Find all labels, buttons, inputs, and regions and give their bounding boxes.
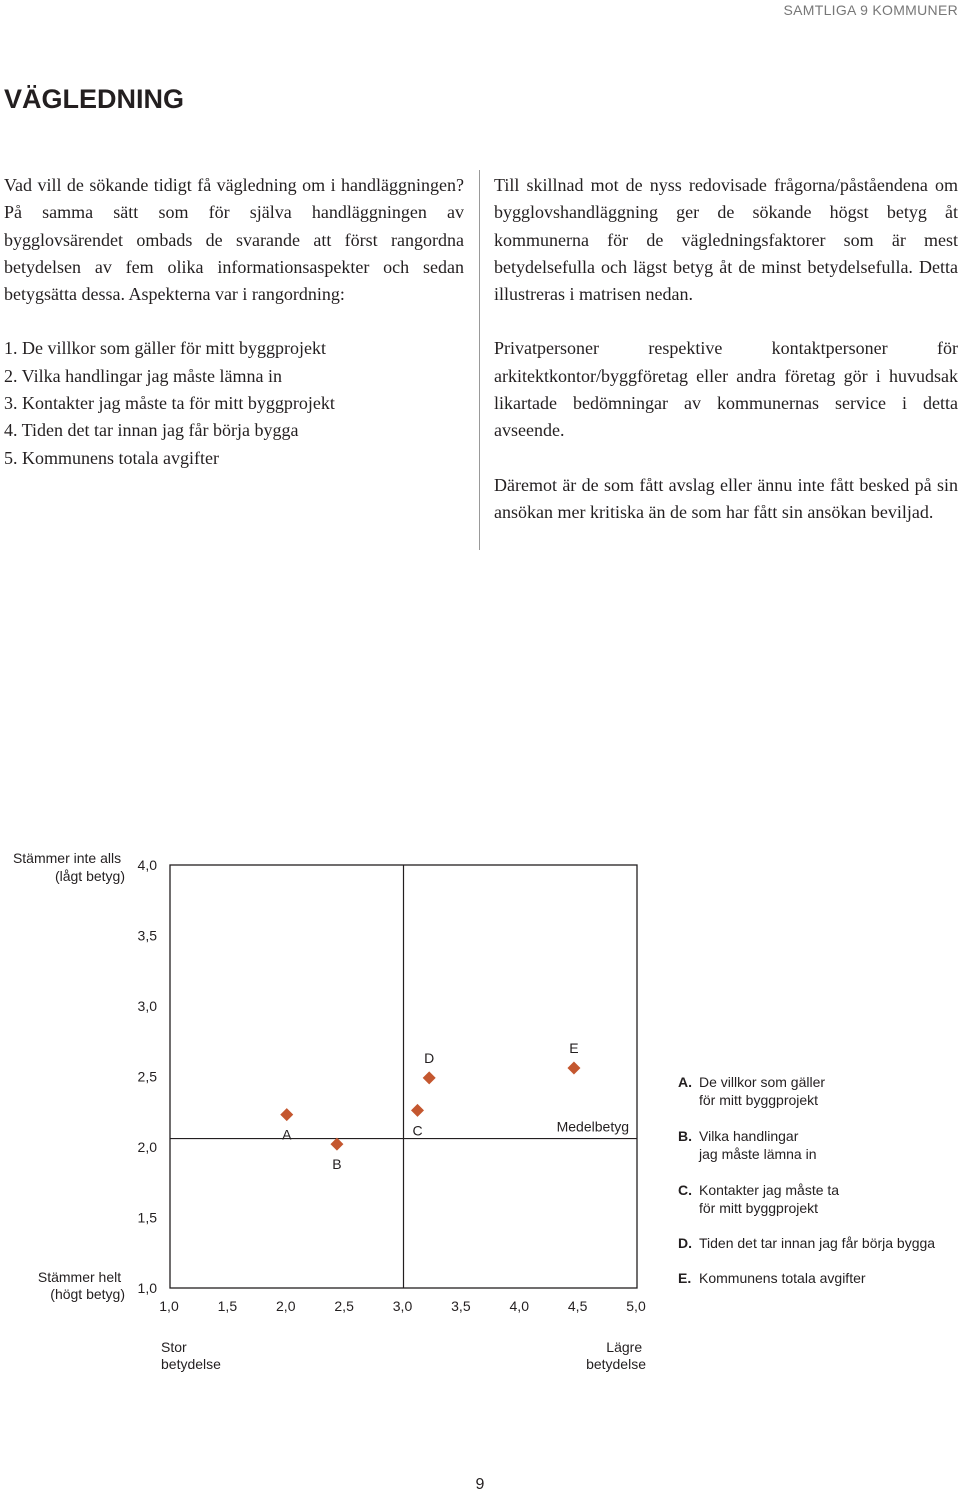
legend-letter: B. [678, 1128, 692, 1144]
intro-paragraph: Vad vill de sökande tidigt få vägledning om i handläggningen? På samma sätt som för själva handläggningen av bygglovsärendet ombads de svarande att först rangordna betydelsen av fem olika informationsaspekter och sedan betygsätta dessa. Aspekterna var i rangordning: [4, 175, 464, 305]
y-label-bottom: Stämmer helt (högt betyg) [37, 1269, 125, 1302]
data-point-label: B [332, 1156, 342, 1173]
column-divider [479, 170, 480, 550]
legend-letter: C. [678, 1182, 692, 1198]
data-point-marker [567, 1062, 580, 1075]
y-tick-label: 1,0 [137, 1280, 157, 1296]
aspect-list-item: 1. De villkor som gäller för mitt byggprojekt [4, 338, 326, 359]
y-tick-label: 2,0 [137, 1139, 157, 1155]
y-tick-labels [138, 857, 158, 1296]
x-tick-labels [159, 1298, 646, 1314]
legend-text: för mitt byggprojekt [699, 1092, 819, 1108]
body-paragraph: Privatpersoner respektive kontaktpersoner för arkitektkontor/byggföretag eller andra företag gör i huvudsak likartade bedömningar av kommunernas service i detta avseende. [494, 338, 958, 441]
data-point-marker [411, 1104, 424, 1117]
page-number: 9 [475, 1476, 485, 1493]
aspect-list-item: 2. Vilka handlingar jag måste lämna in [4, 365, 283, 386]
legend-text: De villkor som gäller [699, 1074, 826, 1090]
y-tick-label: 2,5 [137, 1068, 157, 1085]
x-tick-label: 4,5 [567, 1298, 588, 1314]
legend-text: jag måste lämna in [699, 1146, 817, 1162]
body-paragraph: Till skillnad mot de nyss redovisade frågorna/påståendena om bygglovshandläggning ger de sökande högst betyg åt kommunerna för de vägledningsfaktorer som är mest betydelsefulla och lägst betyg åt de minst betydelsefulla. Detta illustreras i matrisen nedan. [494, 175, 958, 305]
legend-item-c [678, 1181, 960, 1217]
x-tick-label: 1,0 [159, 1298, 179, 1314]
legend-text: för mitt byggprojekt [699, 1200, 819, 1216]
x-tick-label: 3,5 [451, 1298, 471, 1314]
aspect-ranking-list [4, 335, 464, 471]
aspect-list-item: 5. Kommunens totala avgifter [4, 447, 219, 468]
y-tick-label: 3,5 [137, 927, 157, 944]
y-label-top: Stämmer inte alls (lågt betyg) [12, 850, 125, 884]
legend-letter: E. [678, 1270, 692, 1286]
x-tick-label: 2,5 [334, 1298, 354, 1314]
x-tick-label: 3,0 [392, 1298, 413, 1314]
x-tick-label: 1,5 [217, 1298, 238, 1314]
aspect-list-item: 4. Tiden det tar innan jag får börja bygga [4, 420, 299, 441]
y-tick-label: 1,5 [137, 1209, 157, 1226]
data-point-label: C [412, 1122, 423, 1139]
y-tick-label: 4,0 [137, 857, 157, 873]
right-text-column [494, 172, 958, 526]
legend-text: Kontakter jag måste ta [699, 1182, 840, 1198]
legend-text: Tiden det tar innan jag får börja bygga [699, 1235, 936, 1251]
section-header-label: SAMTLIGA 9 KOMMUNER [783, 2, 958, 18]
left-text-column [4, 172, 464, 472]
data-point-label: D [424, 1049, 435, 1066]
legend-item-e [678, 1269, 960, 1287]
aspect-list-item: 3. Kontakter jag måste ta för mitt byggprojekt [4, 393, 335, 414]
legend-item-d [678, 1234, 960, 1252]
importance-rating-matrix [0, 840, 680, 1380]
data-points [280, 1040, 580, 1172]
legend-text: Vilka handlingar [699, 1128, 799, 1144]
page-title: VÄGLEDNING [4, 84, 185, 114]
reference-line-label: Medelbetyg [556, 1118, 629, 1135]
x-tick-label: 5,0 [626, 1298, 646, 1314]
x-tick-label: 2,0 [276, 1298, 296, 1314]
x-tick-label: 4,0 [509, 1298, 529, 1314]
data-point-marker [280, 1108, 293, 1121]
body-paragraph: Däremot är de som fått avslag eller ännu inte fått besked på sin ansökan mer kritiska än de som har fått sin ansökan beviljad. [494, 474, 958, 522]
legend-item-b [678, 1127, 960, 1163]
legend-item-a [678, 1073, 960, 1109]
x-label-right: Lägre betydelse [586, 1339, 646, 1372]
data-point-label: E [569, 1040, 579, 1057]
x-label-left: Stor betydelse [161, 1339, 221, 1372]
y-tick-label: 3,0 [137, 998, 157, 1014]
data-point-marker [330, 1138, 343, 1151]
legend-letter: A. [678, 1074, 692, 1090]
legend-letter: D. [678, 1235, 692, 1251]
data-point-label: A [282, 1126, 292, 1143]
legend-text: Kommunens totala avgifter [699, 1270, 866, 1286]
data-point-marker [423, 1071, 436, 1084]
